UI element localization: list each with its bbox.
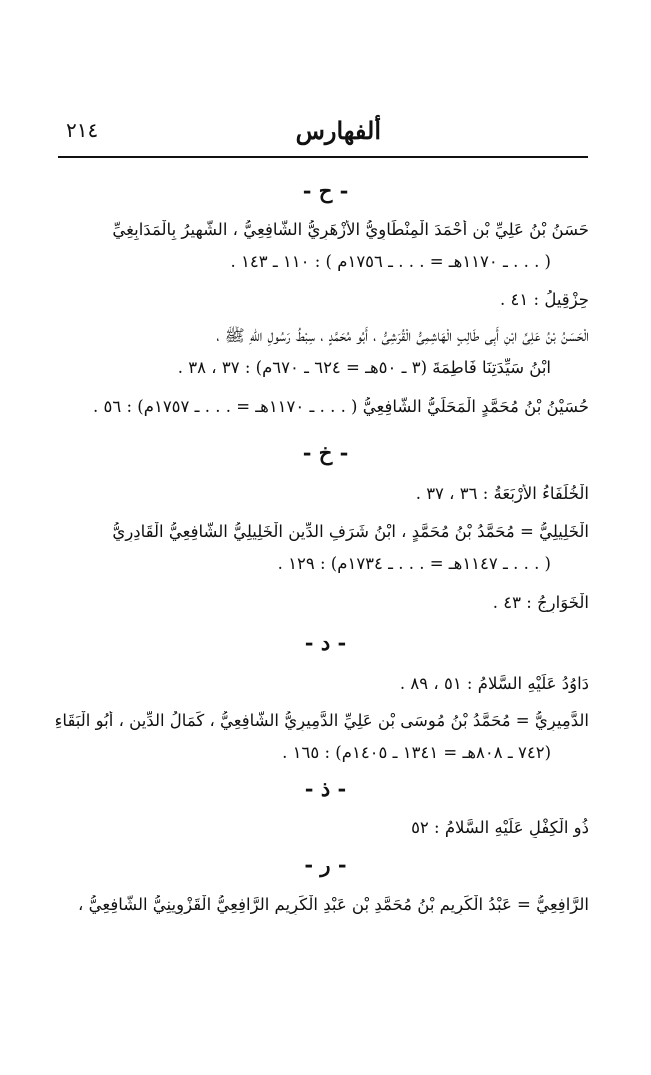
index-entry: ذُو الْكِفْلِ عَلَيْهِ السَّلامُ : ٥٢ xyxy=(411,818,589,837)
section-heading-ra: - ر - xyxy=(304,852,347,877)
index-entry-continuation: (٧٤٢ ـ ٨٠٨هـ = ١٣٤١ ـ ١٤٠٥م) : ١٦٥ . xyxy=(282,743,551,762)
index-entry: الْحَسَنُ بْنُ عَلِيِّ ابْنِ أَبِي طَالِبٍ الْهَاشِمِيُّ الْقُرَشِيُّ ، أَبُو مُحَمَّدٍ ، سِبْطُ رَسُولِ اللهِ ﷺ ، xyxy=(216,326,589,345)
index-entry: الْخَلِيلِيُّ = مُحَمَّدُ بْنُ مُحَمَّدٍ ، ابْنُ شَرَفِ الدِّينِ الْخَلِيلِيُّ الشَّافِعِيُّ الْقَادِرِيُّ xyxy=(112,522,589,541)
page-number: ٢١٤ xyxy=(66,118,99,142)
index-entry: دَاوُدُ عَلَيْهِ السَّلامُ : ٥١ ، ٨٩ . xyxy=(399,674,589,693)
section-heading-kha: - خ - xyxy=(302,440,349,465)
index-entry: الْخَوَارِجُ : ٤٣ . xyxy=(492,593,589,612)
index-entry: الدَّمِيرِيُّ = مُحَمَّدُ بْنُ مُوسَى بْنِ عَلِيِّ الدَّمِيرِيُّ الشَّافِعِيُّ ، كَمَالُ الدِّينِ ، أَبُو الْبَقَاءِ xyxy=(54,711,589,730)
index-entry-continuation: ( . . . ـ ١١٤٧هـ = . . . ـ ١٧٣٤م) : ١٢٩ . xyxy=(277,554,551,573)
index-entry: حُسَيْنُ بْنُ مُحَمَّدٍ الْمَحَلِّيُّ الشَّافِعِيُّ ( . . . ـ ١١٧٠هـ = . . . ـ ١٧٥٧م) : ٥٦ . xyxy=(93,397,589,416)
index-entry-continuation: ابْنُ سَيِّدَتِنَا فَاطِمَةَ (٣ ـ ٥٠هـ = ٦٢٤ ـ ٦٧٠م) : ٣٧ ، ٣٨ . xyxy=(177,358,551,377)
section-heading-dal: - د - xyxy=(304,630,347,655)
header-rule xyxy=(58,156,588,158)
section-heading-dhal: - ذ - xyxy=(304,776,347,801)
index-entry-continuation: ( . . . ـ ١١٧٠هـ = . . . ـ ١٧٥٦م ) : ١١٠ ـ ١٤٣ . xyxy=(230,252,551,271)
index-entry: حِزْقِيلُ : ٤١ . xyxy=(500,290,589,309)
running-title: ألفهارس xyxy=(295,116,381,145)
index-entry: حَسَنُ بْنُ عَلِيِّ بْنِ أَحْمَدَ الْمِنْطَاوِيُّ الأَزْهَرِيُّ الشَّافِعِيُّ ، الشَّهِيرُ بِالْمَدَابِغِيِّ xyxy=(112,220,589,239)
section-heading-ha: - ح - xyxy=(302,178,349,203)
index-entry: الْخُلَفَاءُ الأَرْبَعَةُ : ٣٦ ، ٣٧ . xyxy=(415,484,589,503)
index-entry: الرَّافِعِيُّ = عَبْدُ الْكَرِيمِ بْنُ مُحَمَّدِ بْنِ عَبْدِ الْكَرِيمِ الرَّافِعِيُّ الْقَزْوِينِيُّ الشَّافِعِيُّ ، xyxy=(78,895,589,914)
